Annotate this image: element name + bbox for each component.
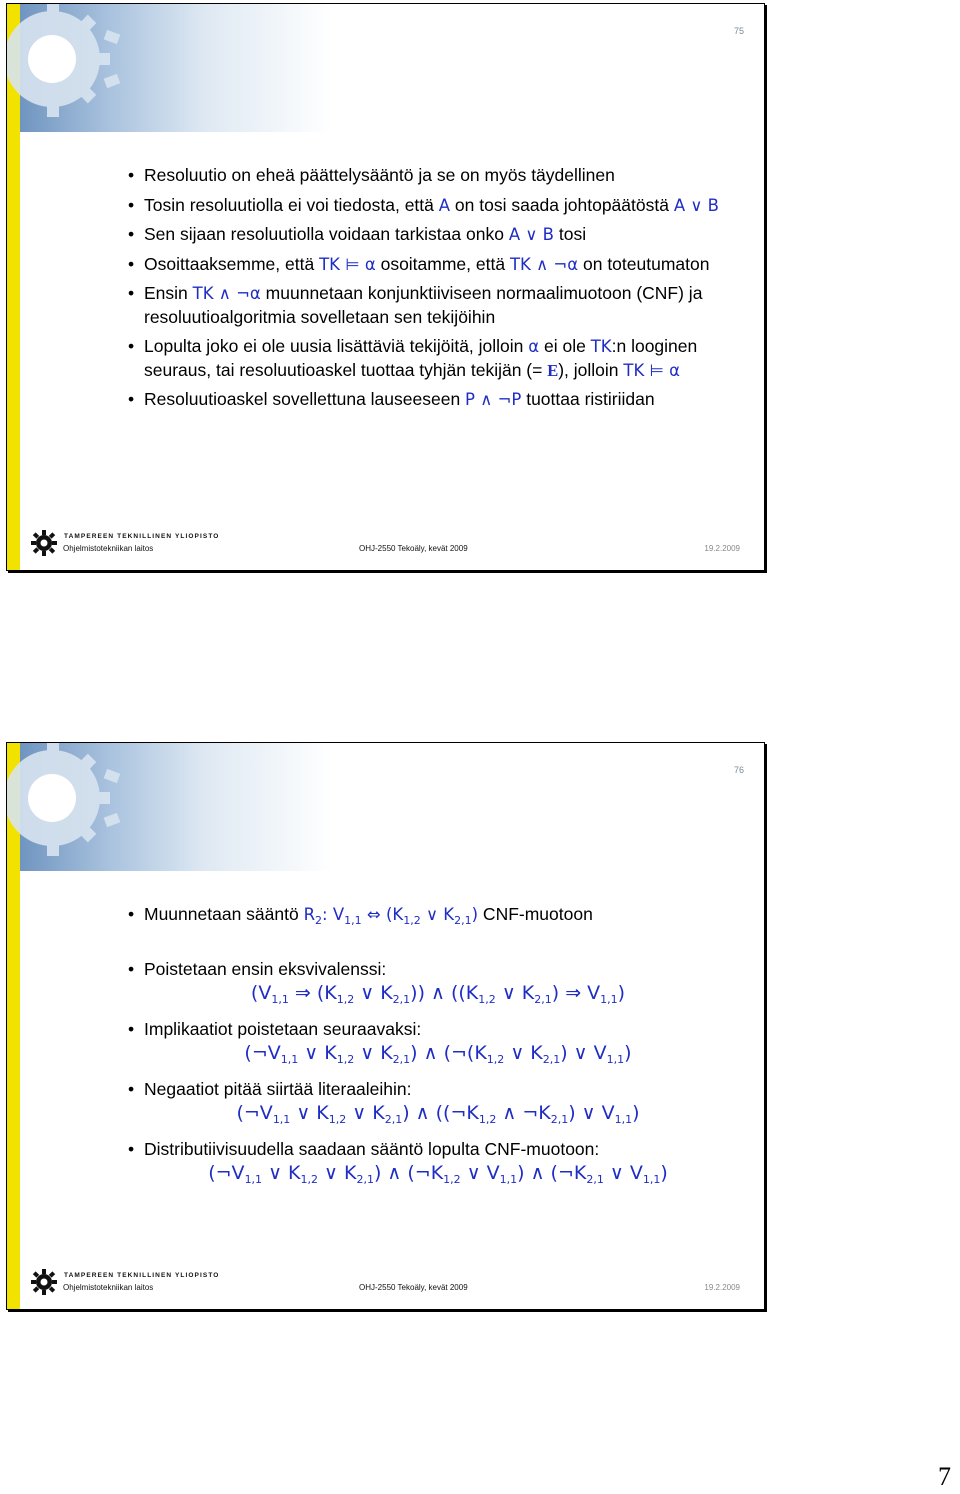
university-name: TAMPEREEN TEKNILLINEN YLIOPISTO <box>64 533 220 540</box>
bullet-contradiction: • Resoluutioaskel sovellettuna lauseeseen P ∧ ¬P tuottaa ristiriidan <box>128 388 738 412</box>
formula-no-implications: ($\neg V_{1,1}$ ∨ $K_{1,2}$ ∨ $K_{2,1}$) ∧ ($\neg(K_{1,2}$ ∨ $K_{2,1}$) ∨ $V_{1,1}$) <box>244 1042 632 1066</box>
slide-footer <box>27 530 740 560</box>
course-name: OHJ-2550 Tekoäly, kevät 2009 <box>359 544 468 553</box>
gear-logo-icon <box>7 4 157 154</box>
bullet-to-show: • Osoittaaksemme, että TK ⊨ α osoitamme, että TK ∧ ¬α on toteutumaton <box>128 253 738 277</box>
slide-75 <box>6 3 765 571</box>
slide-75-content <box>128 164 738 418</box>
bullet-convert-rule: • Muunnetaan sääntö $R_2$: $V_{1,1}$ ⇔ ($K_{1,2}$ ∨ $K_{2,1}$) CNF-muotoon <box>128 903 748 933</box>
right-double-arrow-icon: ⇒ <box>294 982 311 1004</box>
bullet-resolution-sound: • Resoluutio on eheä päättelysääntö ja se on myös täydellinen <box>128 164 738 188</box>
tut-gear-icon <box>31 1269 57 1295</box>
department-name: Ohjelmistotekniikan laitos <box>63 1283 154 1292</box>
slide-number: 75 <box>733 26 744 36</box>
left-right-double-arrow-icon: ⇔ <box>366 905 381 924</box>
bullet-move-negations: • Negaatiot pitää siirtää literaaleihin: <box>128 1078 748 1102</box>
bullet-resolution-cannot: • Tosin resoluutiolla ei voi tiedosta, että A on tosi saada johtopäätöstä A ∨ B <box>128 194 738 218</box>
formula-no-equivalence: ($V_{1,1}$ ⇒ ($K_{1,2}$ ∨ $K_{2,1}$)) ∧ (($K_{1,2}$ ∨ $K_{2,1}$) ⇒ $V_{1,1}$) <box>250 982 626 1006</box>
slide-76 <box>6 742 765 1310</box>
department-name: Ohjelmistotekniikan laitos <box>63 544 154 553</box>
slide-footer <box>27 1269 740 1299</box>
formula-cnf-result: ($\neg V_{1,1}$ ∨ $K_{1,2}$ ∨ $K_{2,1}$) ∧ ($\neg K_{1,2}$ ∨ $V_{1,1}$) ∧ ($\neg K_{2,1}$ ∨ $V_{1,1}$) <box>208 1162 668 1186</box>
tut-gear-icon <box>31 530 57 556</box>
slide-date: 19.2.2009 <box>704 544 740 553</box>
bullet-instead: • Sen sijaan resoluutiolla voidaan tarkistaa onko A ∨ B tosi <box>128 223 738 247</box>
bullet-remove-implications: • Implikaatiot poistetaan seuraavaksi: <box>128 1018 748 1042</box>
slide-date: 19.2.2009 <box>704 1283 740 1292</box>
page-number: 7 <box>938 1462 951 1491</box>
bullet-remove-equivalence: • Poistetaan ensin eksvivalenssi: <box>128 958 748 982</box>
course-name: OHJ-2550 Tekoäly, kevät 2009 <box>359 1283 468 1292</box>
bullet-finally: • Lopulta joko ei ole uusia lisättäviä tekijöitä, jolloin α ei ole TK:n looginen seuraus, tai resoluutioaskel tuottaa tyhjän tekijän (= E), jolloin TK ⊨ α <box>128 335 738 382</box>
formula-negations-moved: ($\neg V_{1,1}$ ∨ $K_{1,2}$ ∨ $K_{2,1}$) ∧ (($\neg K_{1,2}$ ∧ $\neg K_{2,1}$) ∨ $V_{1,1}$) <box>236 1102 640 1126</box>
slide-number: 76 <box>733 765 744 775</box>
bullet-first-cnf: • Ensin TK ∧ ¬α muunnetaan konjunktiiviseen normaalimuotoon (CNF) ja resoluutioalgoritmia sovelletaan sen tekijöihin <box>128 282 738 329</box>
bullet-distributivity: • Distributiivisuudella saadaan sääntö lopulta CNF-muotoon: <box>128 1138 748 1162</box>
university-name: TAMPEREEN TEKNILLINEN YLIOPISTO <box>64 1272 220 1279</box>
gear-logo-icon <box>7 743 157 893</box>
slide-76-content <box>128 903 748 1198</box>
right-double-arrow-icon: ⇒ <box>565 982 582 1004</box>
